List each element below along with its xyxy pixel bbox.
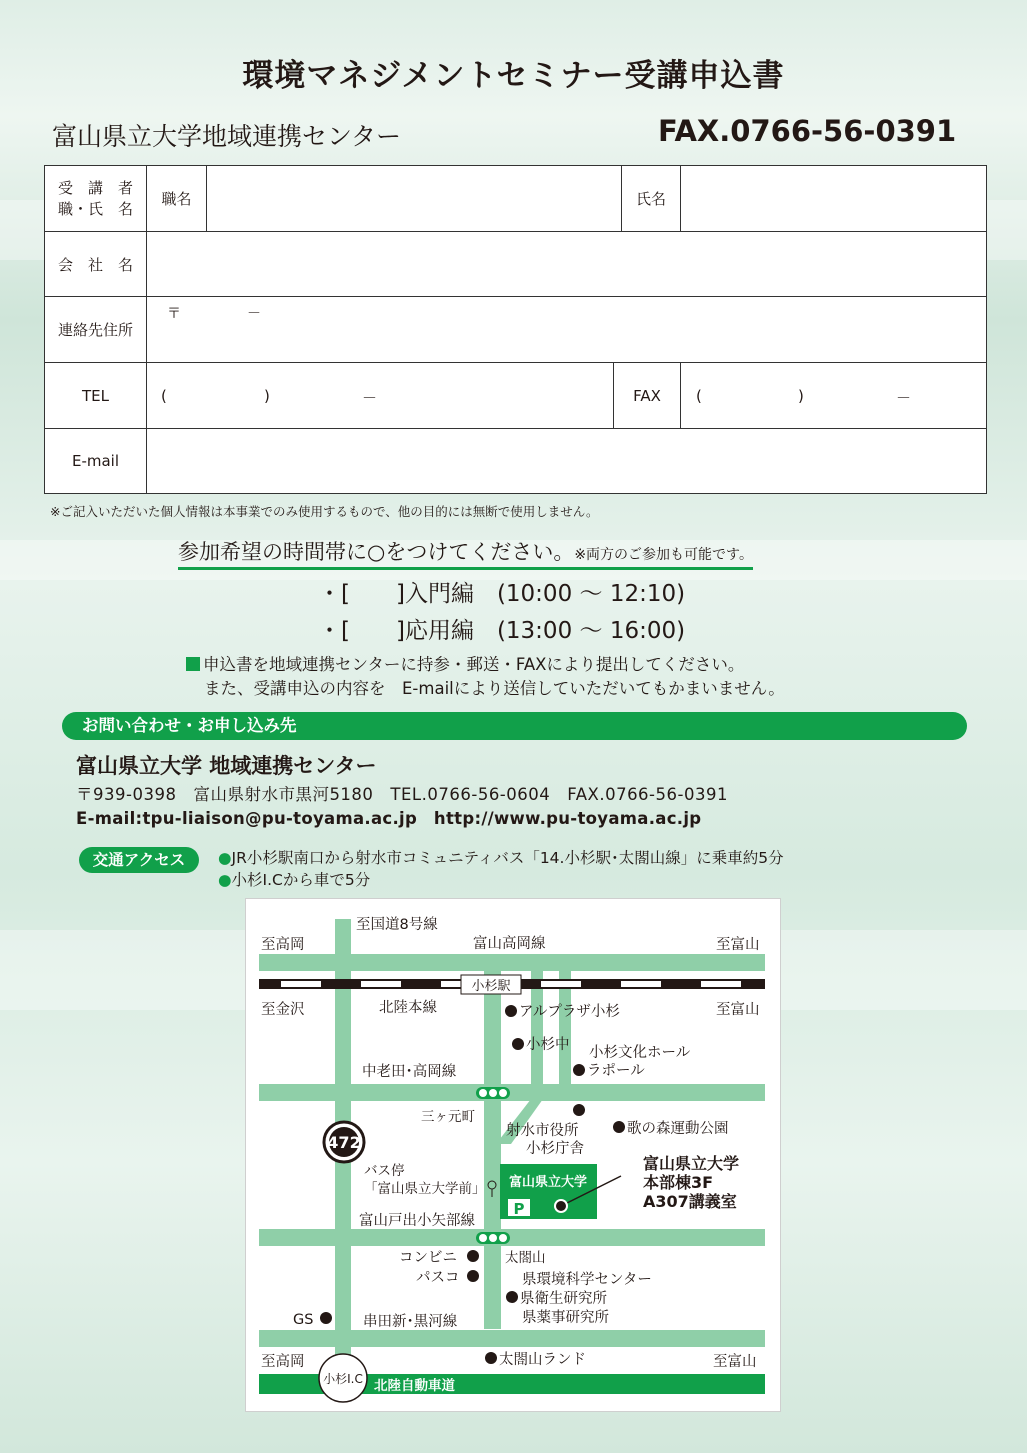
access-map <box>245 898 781 1412</box>
map-taikoyama: 太閤山 <box>505 1250 546 1266</box>
green-square-icon <box>186 657 200 671</box>
bullet-icon: ● <box>218 849 232 867</box>
contact-name: 富山県立大学 地域連携センター <box>76 754 377 778</box>
company-field[interactable] <box>147 232 987 297</box>
map-dest3: A307講義室 <box>643 1192 737 1211</box>
email-label: E-mail <box>45 429 147 494</box>
job-title-field[interactable] <box>207 166 622 232</box>
map-ic: 小杉I.C <box>323 1372 363 1386</box>
map-parking: P <box>513 1200 525 1218</box>
preference-main: 参加希望の時間帯に○をつけてください。 <box>178 540 575 564</box>
submit-info-line2: また、受講申込の内容を E-mailにより送信していただいてもかまいません。 <box>204 679 785 698</box>
map-dest2: 本部棟3F <box>643 1173 714 1192</box>
map-city-hall1: 射水市役所 <box>506 1123 579 1139</box>
map-toyama-to: 富山戸出小矢部線 <box>359 1213 475 1229</box>
map-pharma: 県薬事研究所 <box>522 1310 609 1326</box>
road-kushida <box>259 1330 765 1347</box>
address-label: 連絡先住所 <box>45 297 147 363</box>
participant-label <box>45 166 147 232</box>
map-dest1: 富山県立大学 <box>643 1154 740 1173</box>
road-main-ns <box>484 964 501 1329</box>
session-advanced[interactable]: ・[ ]応用編 (13:00 ～ 16:00) <box>318 618 686 644</box>
map-to-kanazawa: 至金沢 <box>261 1002 305 1018</box>
map-sangamoto: 三ヶ元町 <box>421 1109 475 1125</box>
fax-number: FAX.0766-56-0391 <box>658 114 957 148</box>
map-bunka-hall: 小杉文化ホール <box>589 1045 691 1061</box>
access-item-car-text: 小杉I.Cから車で5分 <box>231 871 371 889</box>
map-to-toyama-bottom: 至富山 <box>713 1354 757 1370</box>
map-hokuriku-line: 北陸本線 <box>379 1000 437 1016</box>
privacy-note: ※ご記入いただいた個人情報は本事業でのみ使用するもので、他の目的には無断で使用しません。 <box>50 504 599 519</box>
postal-mark: 〒 <box>167 306 181 322</box>
access-badge: 交通アクセス <box>79 847 199 873</box>
map-to-toyama-top: 至富山 <box>716 937 760 953</box>
tel-paren-close: ) <box>264 387 270 405</box>
access-item-car <box>218 868 370 890</box>
map-alplaza: アルプラザ小杉 <box>519 1004 620 1020</box>
submit-info-line1 <box>186 651 744 675</box>
postal-dash: － <box>247 306 261 322</box>
map-convenience: コンビニ <box>399 1250 457 1266</box>
access-item-bus <box>218 846 784 868</box>
map-pasuko: パスコ <box>416 1270 460 1286</box>
map-expressway: 北陸自動車道 <box>374 1378 455 1394</box>
participant-label-text: 受 講 者 職・氏 名 <box>57 178 133 218</box>
contact-address: 〒939-0398 富山県射水市黒河5180 TEL.0766-56-0604 FAX.0766-56-0391 <box>76 785 728 804</box>
map-bus-stop1: バス停 <box>364 1163 405 1179</box>
map-bus-stop2: 「富山県立大学前」 <box>364 1181 486 1197</box>
road-toyama-to <box>259 1229 765 1246</box>
map-to-toyama-2: 至富山 <box>716 1002 760 1018</box>
bullet-icon: ● <box>218 871 232 889</box>
route-472-text: 472 <box>327 1133 361 1152</box>
tel-dash: － <box>362 389 378 407</box>
map-station: 小杉駅 <box>471 979 511 994</box>
map-gs: GS <box>293 1312 314 1328</box>
fax-field[interactable] <box>681 363 987 429</box>
fax-label: FAX <box>614 363 681 429</box>
map-city-hall2: 小杉庁舎 <box>526 1141 584 1157</box>
application-form <box>44 165 987 494</box>
map-univ-label: 富山県立大学 <box>508 1175 588 1190</box>
job-title-label: 職名 <box>147 166 207 232</box>
organization-name: 富山県立大学地域連携センター <box>52 122 402 151</box>
map-svg <box>246 899 780 1411</box>
time-preference-instruction <box>178 536 753 570</box>
tel-field[interactable] <box>147 363 614 429</box>
page-title: 環境マネジメントセミナー受講申込書 <box>242 58 785 94</box>
contact-heading: お問い合わせ・お申し込み先 <box>62 712 967 740</box>
fax-paren-close: ) <box>798 387 804 405</box>
fax-dash: － <box>896 389 912 407</box>
fax-paren-open: ( <box>696 387 702 405</box>
map-env-center: 県環境科学センター <box>522 1272 652 1288</box>
map-to-takaoka-top: 至高岡 <box>261 937 305 953</box>
session-basic[interactable]: ・[ ]入門編 (10:00 ～ 12:10) <box>318 581 686 607</box>
tel-paren-open: ( <box>161 387 167 405</box>
map-kosugi-jhs: 小杉中 <box>526 1037 570 1053</box>
submit-info-text1: 申込書を地域連携センターに持参・郵送・FAXにより提出してください。 <box>203 655 745 674</box>
map-nakaroda: 中老田･高岡線 <box>362 1064 457 1080</box>
name-label: 氏名 <box>622 166 681 232</box>
map-hygiene: 県衛生研究所 <box>520 1291 607 1307</box>
name-field[interactable] <box>681 166 987 232</box>
road-nakaroda <box>259 1084 765 1101</box>
contact-email-url[interactable]: E-mail:tpu-liaison@pu-toyama.ac.jp http://www.pu-toyama.ac.jp <box>76 809 702 828</box>
company-label: 会 社 名 <box>45 232 147 297</box>
map-takaoka-line: 富山高岡線 <box>473 936 546 952</box>
map-to-takaoka-bottom: 至高岡 <box>261 1354 305 1370</box>
map-rapole: ラポール <box>587 1063 645 1079</box>
address-field[interactable] <box>147 297 987 363</box>
road-takaoka-line <box>259 954 765 971</box>
email-field[interactable] <box>147 429 987 494</box>
map-uta-park: 歌の森運動公園 <box>627 1121 729 1137</box>
tel-label: TEL <box>45 363 147 429</box>
preference-note: ※両方のご参加も可能です。 <box>574 547 753 563</box>
map-kushida: 串田新･黒河線 <box>363 1314 458 1330</box>
access-item-bus-text: JR小杉駅南口から射水市コミュニティバス「14.小杉駅･太閤山線」に乗車約5分 <box>231 849 784 867</box>
map-taikoyama-land: 太閤山ランド <box>499 1352 586 1368</box>
map-route8: 至国道8号線 <box>356 917 438 933</box>
destination-dot <box>556 1201 566 1211</box>
